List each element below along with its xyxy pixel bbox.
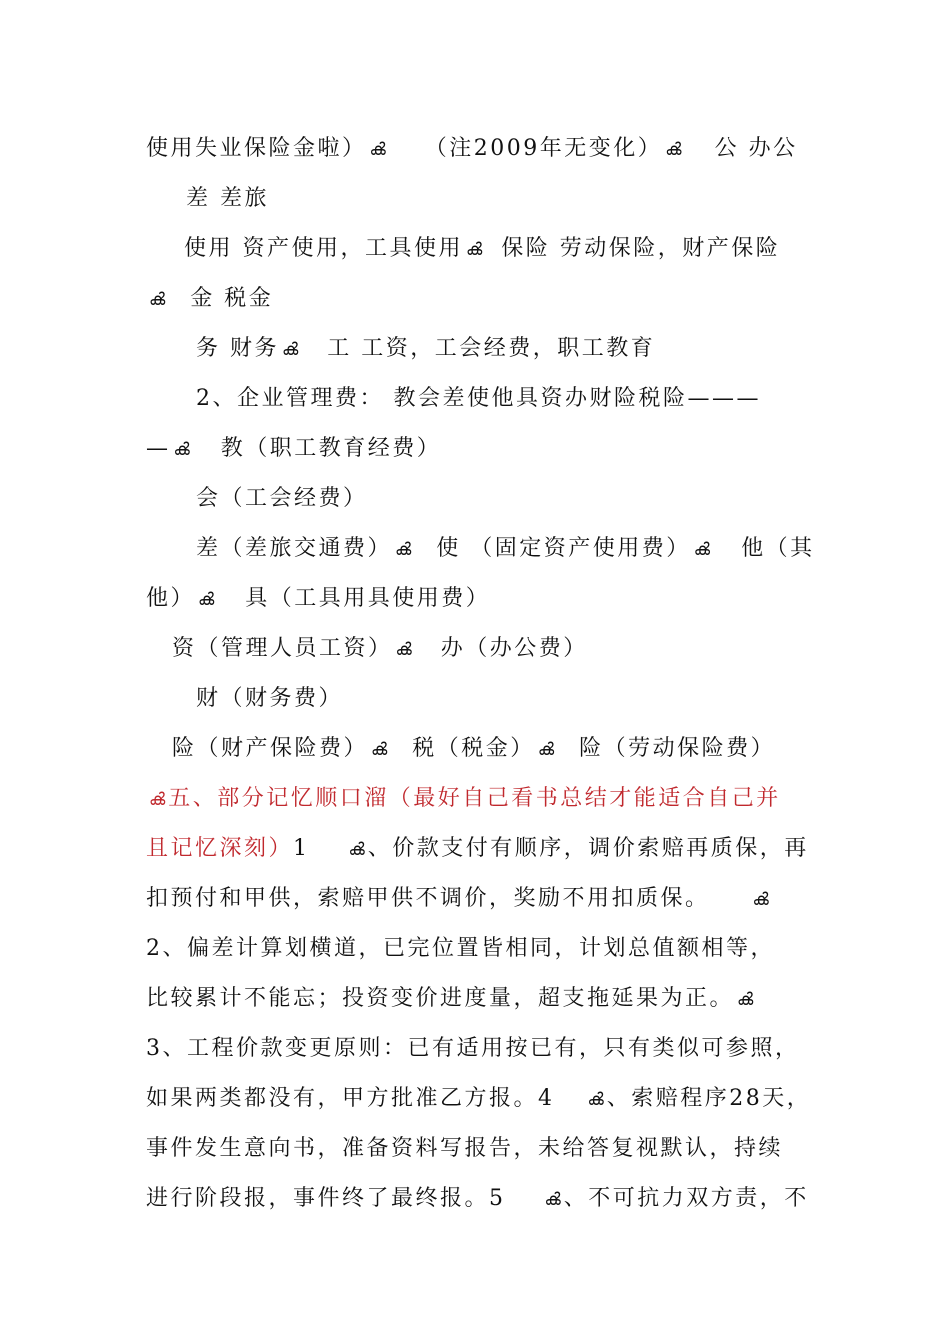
paragraph-mark-icon: ൿ — [369, 140, 386, 160]
text-line: 3、工程价款变更原则：已有适用按已有，只有类似可参照， — [146, 1036, 800, 1061]
text-line: 差 差旅 — [186, 186, 269, 211]
text-line: 2、企业管理费： 教会差使他具资办财险税险——— — [196, 386, 761, 411]
text-line: 且记忆深刻）1 ൿ 、价款支付有顺序，调价索赔再质保，再 — [146, 834, 809, 865]
paragraph-mark-icon: ൿ — [693, 540, 711, 560]
text-line: — ൿ 教（职工教育经费） — [146, 434, 441, 465]
paragraph-mark-icon: ൿ — [348, 840, 365, 860]
text-line: 比较累计不能忘；投资变价进度量，超支拖延果为正。 ൿ — [146, 984, 756, 1015]
paragraph-mark-icon: ൿ — [149, 290, 166, 310]
paragraph-mark-icon: ൿ — [282, 340, 299, 360]
text-line: 资（管理人员工资） ൿ 办（办公费） — [172, 634, 588, 665]
text-line: 进行阶段报，事件终了最终报。5 ൿ 、不可抗力双方责，不 — [146, 1184, 809, 1215]
text-line: 差（差旅交通费） ൿ 使 （固定资产使用费） ൿ 他（其 — [196, 534, 815, 565]
paragraph-mark-icon: ൿ — [371, 740, 388, 760]
text-line: 如果两类都没有，甲方批准乙方报。4 ൿ 、索赔程序28天， — [146, 1084, 811, 1115]
text-line: 险（财产保险费） ൿ 税（税金） ൿ 险（劳动保险费） — [172, 734, 775, 765]
text-line: 他） ൿ 具（工具用具使用费） — [146, 584, 490, 615]
text-line: 财（财务费） — [196, 686, 344, 711]
text-line: 2、偏差计算划横道，已完位置皆相同，计划总值额相等， — [146, 936, 775, 961]
paragraph-mark-icon: ൿ — [198, 590, 215, 610]
paragraph-mark-icon: ൿ — [537, 740, 555, 760]
text-line: 使用失业保险金啦） ൿ （注2009年无变化） ൿ 公 办公 — [146, 134, 798, 165]
text-line: 使用 资产使用，工具使用 ൿ 保险 劳动保险，财产保险 — [184, 234, 780, 265]
text-line: ൿ 金 税金 — [146, 284, 273, 315]
text-line: 务 财务 ൿ 工 工资，工会经费，职工教育 — [196, 334, 655, 365]
text-line: 会（工会经费） — [196, 486, 368, 511]
paragraph-mark-icon: ൿ — [173, 440, 190, 460]
paragraph-mark-icon: ൿ — [544, 1190, 561, 1210]
paragraph-mark-icon: ൿ — [737, 990, 754, 1010]
paragraph-mark-icon: ൿ — [587, 1090, 604, 1110]
paragraph-mark-icon: ൿ — [665, 140, 682, 160]
paragraph-mark-icon: ൿ — [752, 890, 769, 910]
paragraph-mark-icon: ൿ — [149, 790, 166, 810]
text-line: 事件发生意向书，准备资料写报告，未给答复视默认，持续 — [146, 1136, 784, 1161]
text-line: 扣预付和甲供，索赔甲供不调价，奖励不用扣质保。 ൿ — [146, 884, 772, 915]
paragraph-mark-icon: ൿ — [466, 240, 483, 260]
section-heading: ൿ 五、部分记忆顺口溜（最好自己看书总结才能适合自己并 — [146, 784, 781, 815]
paragraph-mark-icon: ൿ — [395, 540, 412, 560]
paragraph-mark-icon: ൿ — [395, 640, 412, 660]
